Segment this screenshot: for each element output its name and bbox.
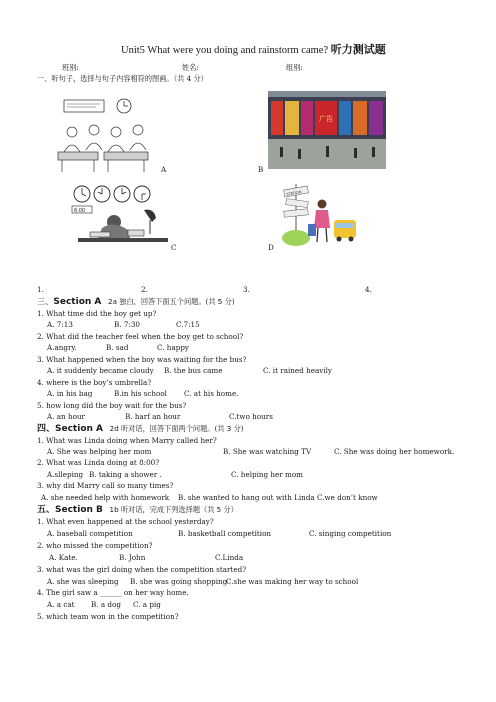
p3-q1-b: B. 7:30 — [114, 320, 140, 329]
p3-q5-c: C.two hours — [229, 412, 273, 421]
p5-q3-c: C.she was making her way to school — [226, 577, 359, 586]
p3-q2-c: C. happy — [157, 343, 189, 352]
part5-heading — [37, 504, 238, 515]
p3-q1-a: A. 7:13 — [47, 320, 73, 329]
p5-q2-a: A. Kate. — [49, 553, 78, 562]
p5-q3-b: B. she was going shopping — [130, 577, 228, 586]
p5-q3: 3. what was the girl doing when the competition started? — [37, 565, 247, 574]
p4-q3-c: C.we don’t know — [317, 493, 378, 502]
p5-q2-b: B. John — [119, 553, 146, 562]
p3-q5-a: A. an hour — [47, 412, 85, 421]
p3-q4-c: C. at his home. — [184, 389, 239, 398]
label-d: D — [268, 243, 274, 252]
p3-q3-a: A. it suddenly became cloudy — [47, 366, 154, 375]
label-c: C — [171, 243, 177, 252]
p4-q3-b: B. she wanted to hang out with Linda — [178, 493, 315, 502]
clock-label: 6:00 — [74, 208, 86, 214]
part5-section: Section B — [55, 505, 103, 515]
picture-a — [52, 94, 152, 174]
p4-q1-a: A. She was helping her mom — [47, 447, 152, 456]
p5-q5: 5. which team won in the competition? — [37, 612, 179, 621]
picture-b — [268, 91, 386, 169]
p5-q4-c: C. a pig — [133, 600, 161, 609]
p3-q5: 5. how long did the boy wait for the bus? — [37, 401, 187, 410]
class-label: 班别: — [62, 63, 79, 72]
p5-q4-a: A. a cat — [47, 600, 75, 609]
part4-heading — [37, 423, 244, 434]
clock-sleeping-boy-sketch — [68, 182, 172, 248]
label-b: B — [258, 165, 264, 174]
name-label: 姓名: — [182, 63, 199, 72]
p3-q3-b: B. the bus came — [164, 366, 223, 375]
picture-c — [68, 182, 172, 248]
p5-q1-a: A. baseball competition — [47, 529, 133, 538]
p3-q1: 1. What time did the boy get up? — [37, 309, 157, 318]
answer-number-3: 3. — [243, 285, 250, 294]
page-title — [121, 41, 386, 57]
banner-text: 广告 — [319, 115, 333, 123]
p3-q4: 4. where is the boy’s umbrella? — [37, 378, 152, 387]
part4-rest: 2d 听对话，回答下面两个问题。(共 3 分) — [109, 424, 244, 433]
p5-q2-c: C.Linda — [215, 553, 244, 562]
part1-heading: 一、听句子，选择与句子内容相符的图画。（共 4 分） — [37, 74, 208, 83]
p4-q2: 2. What was Linda doing at 8:00? — [37, 458, 160, 467]
classroom-sketch — [52, 94, 152, 174]
p5-q2: 2. who missed the competition? — [37, 541, 153, 550]
p3-q5-b: B. harf an hour — [125, 412, 181, 421]
part3-section: Section A — [53, 297, 102, 307]
group-label: 组别: — [286, 63, 303, 72]
p5-q1-b: B. basketball competition — [178, 529, 272, 538]
part4-prefix: 四、 — [37, 424, 56, 434]
billboard-photo — [268, 91, 386, 169]
p3-q3-c: C. it rained heavily — [263, 366, 332, 375]
part5-prefix: 五、 — [37, 505, 56, 515]
p4-q2-c: C. helping her mom — [231, 470, 303, 479]
p5-q1: 1. What even happened at the school yesterday? — [37, 517, 214, 526]
p3-q2-b: B. sad — [106, 343, 129, 352]
p4-q1-b: B. She was watching TV — [223, 447, 312, 456]
p4-q1: 1. What was Linda doing when Marry called her? — [37, 436, 217, 445]
p4-q2-a: A.slleping — [47, 470, 84, 479]
p4-q3-a: A. she needed help with homework — [41, 493, 170, 502]
p3-q2-a: A.angry. — [47, 343, 77, 352]
answer-number-2: 2. — [141, 285, 148, 294]
p5-q4-b: B. a dog — [91, 600, 121, 609]
p4-q1-c: C. She was doing her homework. — [334, 447, 455, 456]
part5-rest: 1b 听对话，完成下列选择题（共 5 分） — [109, 505, 238, 514]
part3-rest: 2a 独白，回答下面五个问题。(共 5 分) — [108, 297, 235, 306]
picture-d — [278, 180, 358, 250]
p5-q1-c: C. singing competition — [309, 529, 392, 538]
p5-q4: 4. The girl saw a ______ on her way home. — [37, 588, 189, 597]
sign-text: STATION — [286, 190, 302, 197]
part4-section: Section A — [55, 424, 104, 434]
travel-girl-sketch — [278, 180, 358, 250]
p5-q3-a: A. she was sleeping — [47, 577, 119, 586]
part3-prefix: 三、 — [37, 296, 54, 306]
label-a: A — [161, 165, 167, 174]
answer-number-1: 1. — [37, 285, 44, 294]
p3-q1-c: C.7:15 — [176, 320, 200, 329]
p3-q2: 2. What did the teacher feel when the boy get to school? — [37, 332, 244, 341]
p4-q3: 3. why did Marry call so many times? — [37, 481, 174, 490]
p3-q4-a: A. in his bag — [47, 389, 93, 398]
answer-number-4: 4. — [365, 285, 372, 294]
p3-q3: 3. What happened when the boy was waiting for the bus? — [37, 355, 247, 364]
part3-heading — [37, 296, 235, 307]
title-bold: 听力测试题 — [330, 43, 386, 56]
p3-q4-b: B.in his school — [114, 389, 167, 398]
p4-q2-b: B. taking a shower . — [89, 470, 162, 479]
title-main: Unit5 What were you doing and rainstorm came? — [121, 45, 329, 56]
